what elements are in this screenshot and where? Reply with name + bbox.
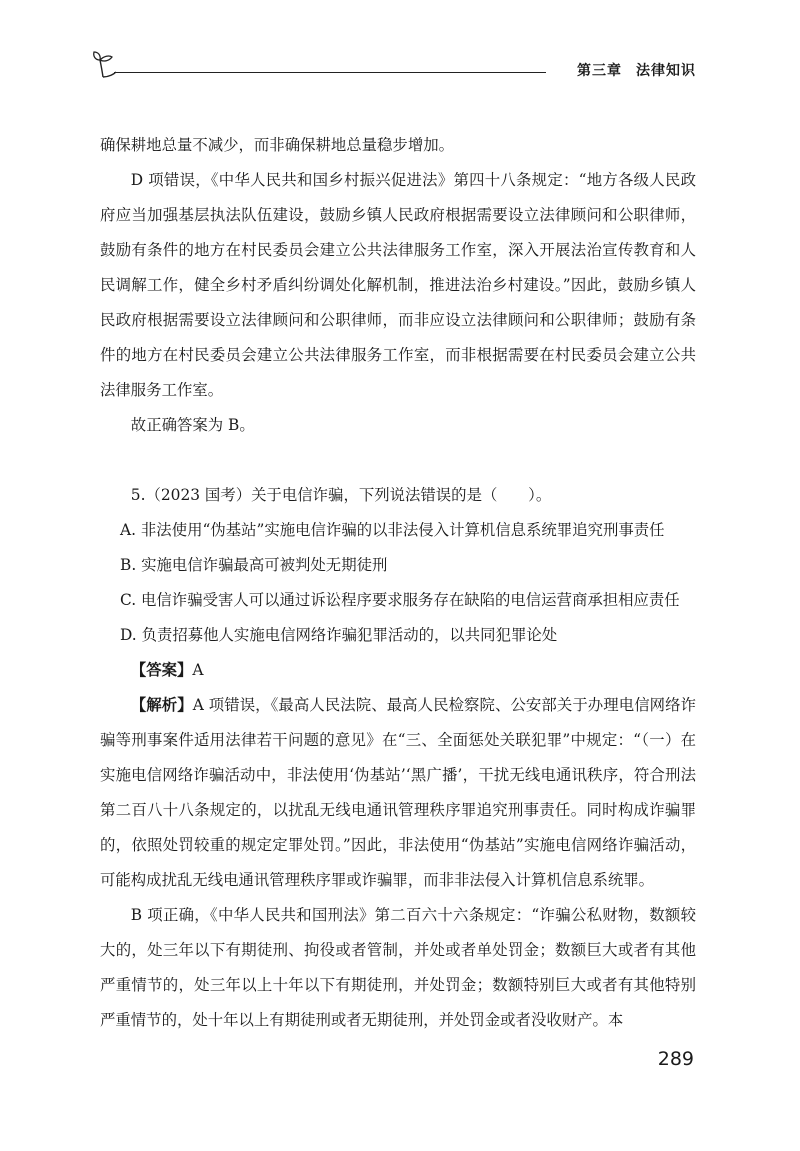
chapter-heading [577,60,696,80]
paragraph-option-d-analysis: D 项错误，《中华人民共和国乡村振兴促进法》第四十八条规定：“地方各级人民政府应当加强基层执法队伍建设，鼓励乡镇人民政府根据需要设立法律顾问和公职律师，鼓励有条件的地方在村民委员会建立公共法律服务工作室，深入开展法治宣传教育和人民调解工作，健全乡村矛盾纠纷调处化解机制，推进法治乡村建设。”因此，鼓励乡镇人民政府根据需要设立法律顾问和公职律师，而非应设立法律顾问和公职律师；鼓励有条件的地方在村民委员会建立公共法律服务工作室，而非根据需要在村民委员会建立公共法律服务工作室。 [100,171,696,399]
section-gap [100,443,696,478]
question-stem: 5.（2023 国考）关于电信诈骗，下列说法错误的是（ ）。 [130,486,552,504]
answer-line [100,653,696,688]
answer-label: 【答案】 [130,661,193,679]
answer-value: A [192,661,204,679]
page-body [100,128,696,1038]
analysis-paragraph [100,688,696,898]
option-d: D. 负责招募他人实施电信网络诈骗犯罪活动的，以共同犯罪论处 [120,626,558,644]
chapter-title: 法律知识 [636,63,696,79]
page-header [92,44,704,84]
sprout-icon [92,44,126,84]
chapter-number: 第三章 [577,63,622,79]
header-rule [114,72,546,73]
option-b: B. 实施电信诈骗最高可被判处无期徒刑 [120,556,388,574]
option-c: C. 电信诈骗受害人可以通过诉讼程序要求服务存在缺陷的电信运营商承担相应责任 [120,591,680,609]
option-a: A. 非法使用“伪基站”实施电信诈骗的以非法侵入计算机信息系统罪追究刑事责任 [120,521,665,539]
analysis-label: 【解析】 [130,696,193,714]
analysis-text: A 项错误，《最高人民法院、最高人民检察院、公安部关于办理电信网络诈骗等刑事案件适用法律若干问题的意见》在“三、全面惩处关联犯罪”中规定：“（一）在实施电信网络诈骗活动中，非法使用‘伪基站’‘黑广播’，干扰无线电通讯秩序，符合刑法第二百八十八条规定的，以扰乱无线电通讯管理秩序罪追究刑事责任。同时构成诈骗罪的，依照处罚较重的规定定罪处罚。”因此，非法使用“伪基站”实施电信网络诈骗活动，可能构成扰乱无线电通讯管理秩序罪或诈骗罪，而非非法侵入计算机信息系统罪。 [100,696,696,889]
paragraph-continuation: 确保耕地总量不减少，而非确保耕地总量稳步增加。 [100,136,454,154]
paragraph-correct-answer: 故正确答案为 B。 [130,416,255,434]
page-number: 289 [657,1048,694,1070]
analysis-option-b: B 项正确，《中华人民共和国刑法》第二百六十六条规定：“诈骗公私财物，数额较大的，处三年以下有期徒刑、拘役或者管制，并处或者单处罚金；数额巨大或者有其他严重情节的，处三年以上十年以下有期徒刑，并处罚金；数额特别巨大或者有其他特别严重情节的，处十年以上有期徒刑或者无期徒刑，并处罚金或者没收财产。本 [100,906,696,1029]
